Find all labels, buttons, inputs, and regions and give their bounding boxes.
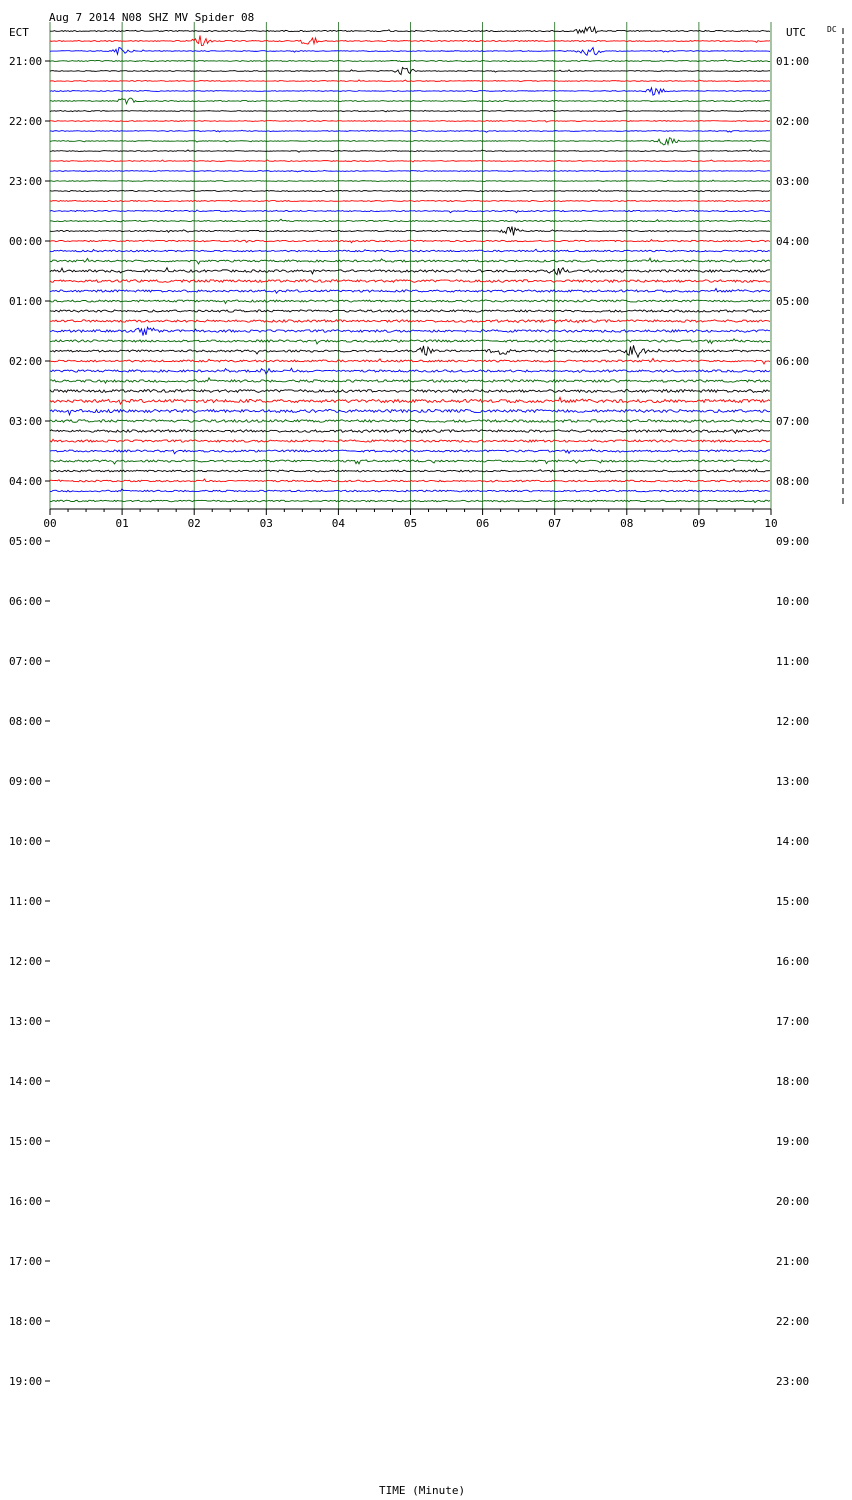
trace-25 — [50, 280, 770, 283]
trace-20 — [50, 227, 770, 236]
trace-42 — [50, 449, 770, 454]
x-tick-label-04: 04 — [331, 517, 346, 530]
dc-label: DC — [827, 25, 837, 34]
x-axis-label: TIME (Minute) — [379, 1484, 466, 1497]
right-hour-label: 22:00 — [776, 1315, 810, 1328]
trace-37 — [50, 397, 770, 404]
right-hour-label: 20:00 — [776, 1195, 810, 1208]
trace-41 — [50, 439, 770, 442]
left-hour-label: 09:00 — [9, 775, 43, 788]
right-hour-label: 21:00 — [776, 1255, 810, 1268]
left-hour-label: 21:00 — [9, 55, 43, 68]
trace-6 — [50, 88, 770, 95]
trace-45 — [50, 479, 770, 483]
right-hour-label: 16:00 — [776, 955, 810, 968]
right-hour-label: 07:00 — [776, 415, 810, 428]
left-hour-label: 06:00 — [9, 595, 43, 608]
trace-40 — [50, 429, 770, 433]
left-hour-label: 08:00 — [9, 715, 43, 728]
right-hour-label: 09:00 — [776, 535, 810, 548]
trace-24 — [50, 268, 770, 275]
trace-46 — [50, 489, 770, 492]
x-tick-label-05: 05 — [403, 517, 418, 530]
trace-39 — [50, 420, 770, 423]
right-hour-label: 04:00 — [776, 235, 810, 248]
left-hour-label: 11:00 — [9, 895, 43, 908]
trace-47 — [50, 500, 770, 502]
x-tick-label-06: 06 — [475, 517, 490, 530]
right-hour-label: 23:00 — [776, 1375, 810, 1388]
trace-1 — [50, 35, 770, 45]
trace-3 — [50, 60, 770, 62]
right-hour-label: 13:00 — [776, 775, 810, 788]
x-tick-label-03: 03 — [259, 517, 273, 530]
trace-7 — [50, 98, 770, 104]
left-hour-label: 10:00 — [9, 835, 43, 848]
left-hour-label: 03:00 — [9, 415, 43, 428]
trace-28 — [50, 310, 770, 312]
left-hour-label: 05:00 — [9, 535, 43, 548]
trace-17 — [50, 200, 770, 201]
x-axis — [43, 509, 777, 530]
left-hour-label: 18:00 — [9, 1315, 43, 1328]
trace-29 — [50, 319, 770, 322]
x-tick-label-00: 00 — [43, 517, 57, 530]
trace-26 — [50, 288, 770, 293]
trace-2 — [50, 48, 770, 56]
left-hour-label: 19:00 — [9, 1375, 43, 1388]
left-hour-label: 14:00 — [9, 1075, 43, 1088]
trace-0 — [50, 27, 770, 33]
trace-11 — [50, 138, 770, 145]
trace-22 — [50, 249, 770, 252]
left-hour-label: 04:00 — [9, 475, 43, 488]
right-hour-label: 10:00 — [776, 595, 810, 608]
trace-5 — [50, 80, 770, 82]
right-hour-label: 02:00 — [776, 115, 810, 128]
trace-31 — [50, 339, 770, 344]
left-hour-label: 23:00 — [9, 175, 43, 188]
left-hour-label: 12:00 — [9, 955, 43, 968]
right-hour-label: 14:00 — [776, 835, 810, 848]
right-hour-label: 17:00 — [776, 1015, 810, 1028]
trace-44 — [50, 469, 770, 472]
trace-21 — [50, 240, 770, 243]
trace-34 — [50, 368, 770, 374]
trace-35 — [50, 378, 770, 383]
trace-33 — [50, 358, 770, 364]
right-hour-label: 19:00 — [776, 1135, 810, 1148]
right-hour-label: 05:00 — [776, 295, 810, 308]
x-tick-label-07: 07 — [548, 517, 562, 530]
trace-38 — [50, 410, 770, 415]
left-hour-label: 15:00 — [9, 1135, 43, 1148]
left-hour-label: 17:00 — [9, 1255, 43, 1268]
trace-16 — [50, 190, 770, 192]
seismic-traces — [50, 27, 770, 503]
right-hour-label: 15:00 — [776, 895, 810, 908]
x-tick-label-02: 02 — [187, 517, 201, 530]
x-tick-label-09: 09 — [692, 517, 706, 530]
trace-8 — [50, 110, 770, 111]
left-hour-label: 01:00 — [9, 295, 43, 308]
trace-10 — [50, 130, 770, 132]
trace-12 — [50, 150, 770, 152]
right-timezone-label: UTC — [786, 26, 806, 39]
x-tick-label-01: 01 — [115, 517, 129, 530]
trace-14 — [50, 170, 770, 172]
left-hour-label: 16:00 — [9, 1195, 43, 1208]
trace-13 — [50, 160, 770, 162]
left-hour-label: 02:00 — [9, 355, 43, 368]
trace-18 — [50, 210, 770, 213]
x-tick-label-08: 08 — [620, 517, 634, 530]
trace-23 — [50, 258, 770, 264]
trace-4 — [50, 67, 770, 74]
trace-30 — [50, 327, 770, 336]
right-hour-label: 12:00 — [776, 715, 810, 728]
left-hour-label: 07:00 — [9, 655, 43, 668]
trace-43 — [50, 460, 770, 464]
trace-19 — [50, 219, 770, 222]
trace-9 — [50, 121, 770, 123]
left-hour-label: 00:00 — [9, 235, 43, 248]
left-timezone-label: ECT — [9, 26, 29, 39]
right-hour-label: 18:00 — [776, 1075, 810, 1088]
hour-labels — [9, 55, 809, 1388]
time-gridlines — [50, 22, 771, 509]
right-hour-label: 06:00 — [776, 355, 810, 368]
right-hour-label: 01:00 — [776, 55, 810, 68]
right-hour-label: 11:00 — [776, 655, 810, 668]
trace-32 — [50, 345, 770, 357]
left-hour-label: 22:00 — [9, 115, 43, 128]
trace-15 — [50, 180, 770, 182]
right-hour-label: 03:00 — [776, 175, 810, 188]
x-tick-label-10: 10 — [764, 517, 778, 530]
left-hour-label: 13:00 — [9, 1015, 43, 1028]
trace-27 — [50, 300, 770, 304]
chart-title: Aug 7 2014 N08 SHZ MV Spider 08 — [49, 11, 255, 24]
trace-36 — [50, 390, 770, 393]
right-hour-label: 08:00 — [776, 475, 810, 488]
